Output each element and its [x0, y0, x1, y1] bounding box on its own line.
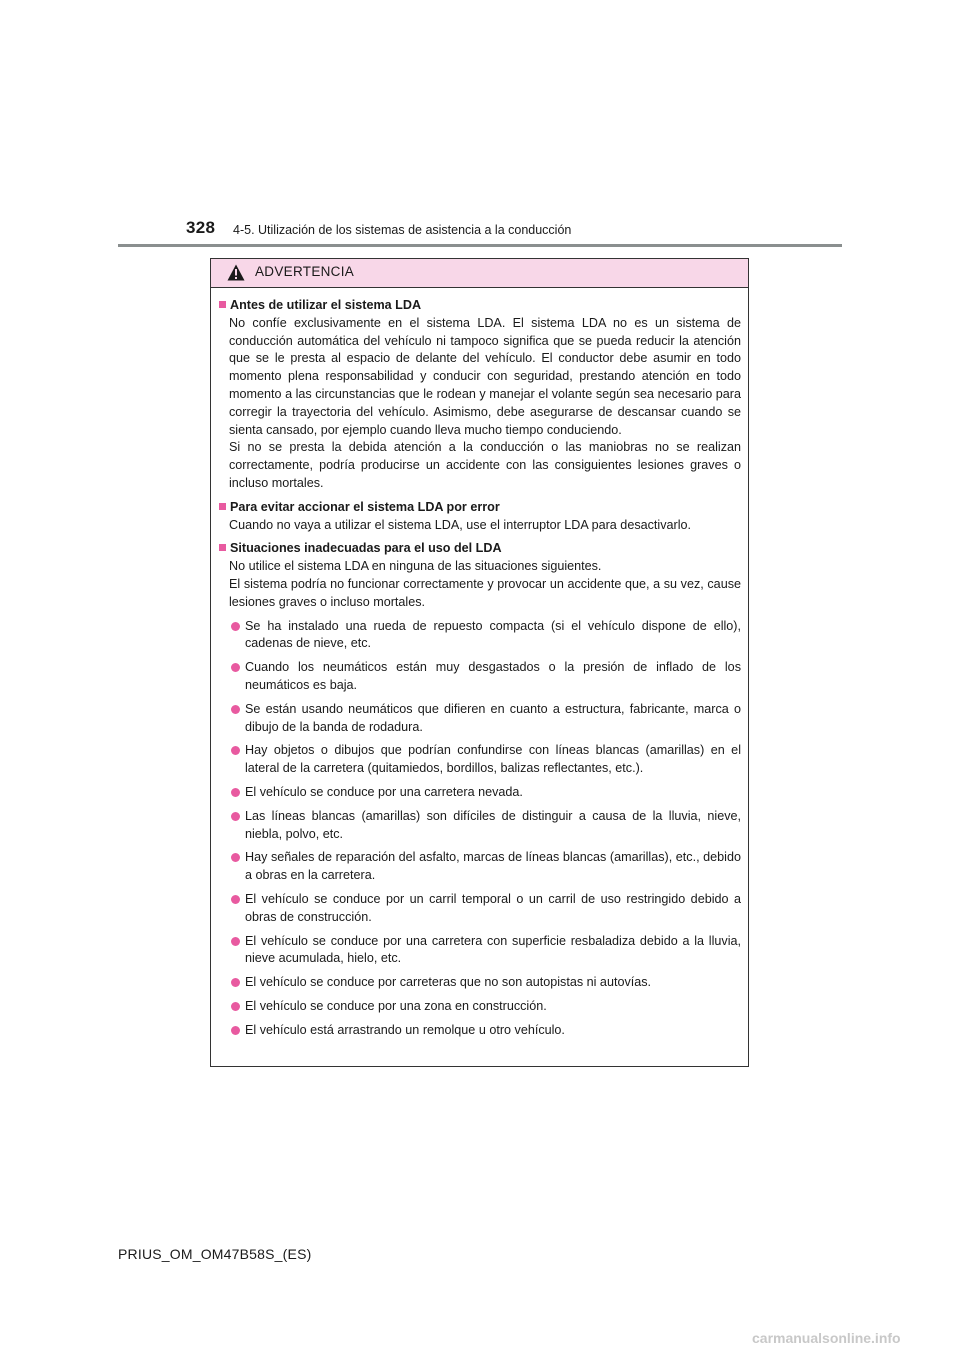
warning-triangle-icon — [227, 264, 245, 281]
section-paragraph: Si no se presta la debida atención a la conducción o las maniobras no se realizan correctamente, podría producirse un accidente con las consiguientes lesiones graves o incluso mortales. — [229, 440, 741, 490]
section-heading: Antes de utilizar el sistema LDA — [230, 298, 422, 312]
watermark: carmanualsonline.info — [752, 1330, 901, 1346]
section-paragraph: El sistema podría no funcionar correctamente y provocar un accidente que, a su vez, cause lesiones graves o incluso mortales. — [229, 576, 741, 609]
document-code: PRIUS_OM_OM47B58S_(ES) — [118, 1246, 312, 1262]
list-item: El vehículo se conduce por un carril temporal o un carril de uso restringido debido a obras de construcción. — [218, 891, 741, 927]
circle-bullet-icon — [231, 978, 240, 987]
warning-section — [218, 540, 741, 1039]
list-item: Las líneas blancas (amarillas) son difíciles de distinguir a causa de la lluvia, nieve, niebla, polvo, etc. — [218, 808, 741, 844]
list-item: El vehículo está arrastrando un remolque u otro vehículo. — [218, 1022, 741, 1040]
list-item: El vehículo se conduce por una zona en construcción. — [218, 998, 741, 1016]
header-divider — [118, 244, 842, 247]
circle-bullet-icon — [231, 746, 240, 755]
list-item: Se ha instalado una rueda de repuesto compacta (si el vehículo dispone de ello), cadenas de nieve, etc. — [218, 618, 741, 654]
section-title: 4-5. Utilización de los sistemas de asistencia a la conducción — [233, 223, 572, 237]
warning-body — [211, 288, 748, 1039]
section-paragraph: No confíe exclusivamente en el sistema LDA. El sistema LDA no es un sistema de conducción automática del vehículo ni tampoco significa que se pueda reducir la atención que se le presta al espacio de delante del vehículo. El conductor debe asumir en todo momento plena responsabilidad y conducir con seguridad, prestando atención en todo momento a las circunstancias que le rodean y manejar el volante según sea necesario para corregir la trayectoria del vehículo. Asimismo, debe asegurarse de descansar cuando se sienta cansado, por ejemplo cuando lleva mucho tiempo conduciendo. — [229, 315, 741, 437]
circle-bullet-icon — [231, 663, 240, 672]
circle-bullet-icon — [231, 853, 240, 862]
circle-bullet-icon — [231, 788, 240, 797]
section-heading: Situaciones inadecuadas para el uso del LDA — [230, 541, 502, 556]
warning-title: ADVERTENCIA — [255, 264, 355, 279]
list-item: Hay señales de reparación del asfalto, marcas de líneas blancas (amarillas), etc., debido a obras en la carretera. — [218, 849, 741, 885]
warning-header — [211, 259, 748, 288]
square-bullet-icon — [219, 544, 226, 551]
circle-bullet-icon — [231, 812, 240, 821]
circle-bullet-icon — [231, 895, 240, 904]
page-header — [0, 0, 960, 250]
section-paragraph: No utilice el sistema LDA en ninguna de las situaciones siguientes. — [229, 559, 602, 574]
square-bullet-icon — [219, 301, 226, 308]
list-item: El vehículo se conduce por una carretera nevada. — [218, 784, 741, 802]
circle-bullet-icon — [231, 705, 240, 714]
list-item: Se están usando neumáticos que difieren en cuanto a estructura, fabricante, marca o dibujo de la banda de rodadura. — [218, 701, 741, 737]
circle-bullet-icon — [231, 1002, 240, 1011]
warning-box — [210, 258, 749, 1067]
page-number: 328 — [186, 218, 216, 237]
section-heading: Para evitar accionar el sistema LDA por error — [230, 499, 500, 514]
circle-bullet-icon — [231, 937, 240, 946]
square-bullet-icon — [219, 503, 226, 510]
section-paragraph: Cuando no vaya a utilizar el sistema LDA, use el interruptor LDA para desactivarlo. — [229, 517, 692, 532]
warning-section — [218, 499, 741, 535]
list-item: Cuando los neumáticos están muy desgastados o la presión de inflado de los neumáticos es baja. — [218, 659, 741, 695]
list-item: El vehículo se conduce por una carretera con superficie resbaladiza debido a la lluvia, nieve acumulada, hielo, etc. — [218, 933, 741, 969]
circle-bullet-icon — [231, 1026, 240, 1035]
warning-section — [218, 297, 741, 493]
list-item: Hay objetos o dibujos que podrían confundirse con líneas blancas (amarillas) en el lateral de la carretera (quitamiedos, bordillos, balizas reflectantes, etc.). — [218, 742, 741, 778]
circle-bullet-icon — [231, 622, 240, 631]
bullet-list — [218, 618, 741, 1040]
list-item: El vehículo se conduce por carreteras que no son autopistas ni autovías. — [218, 974, 741, 992]
